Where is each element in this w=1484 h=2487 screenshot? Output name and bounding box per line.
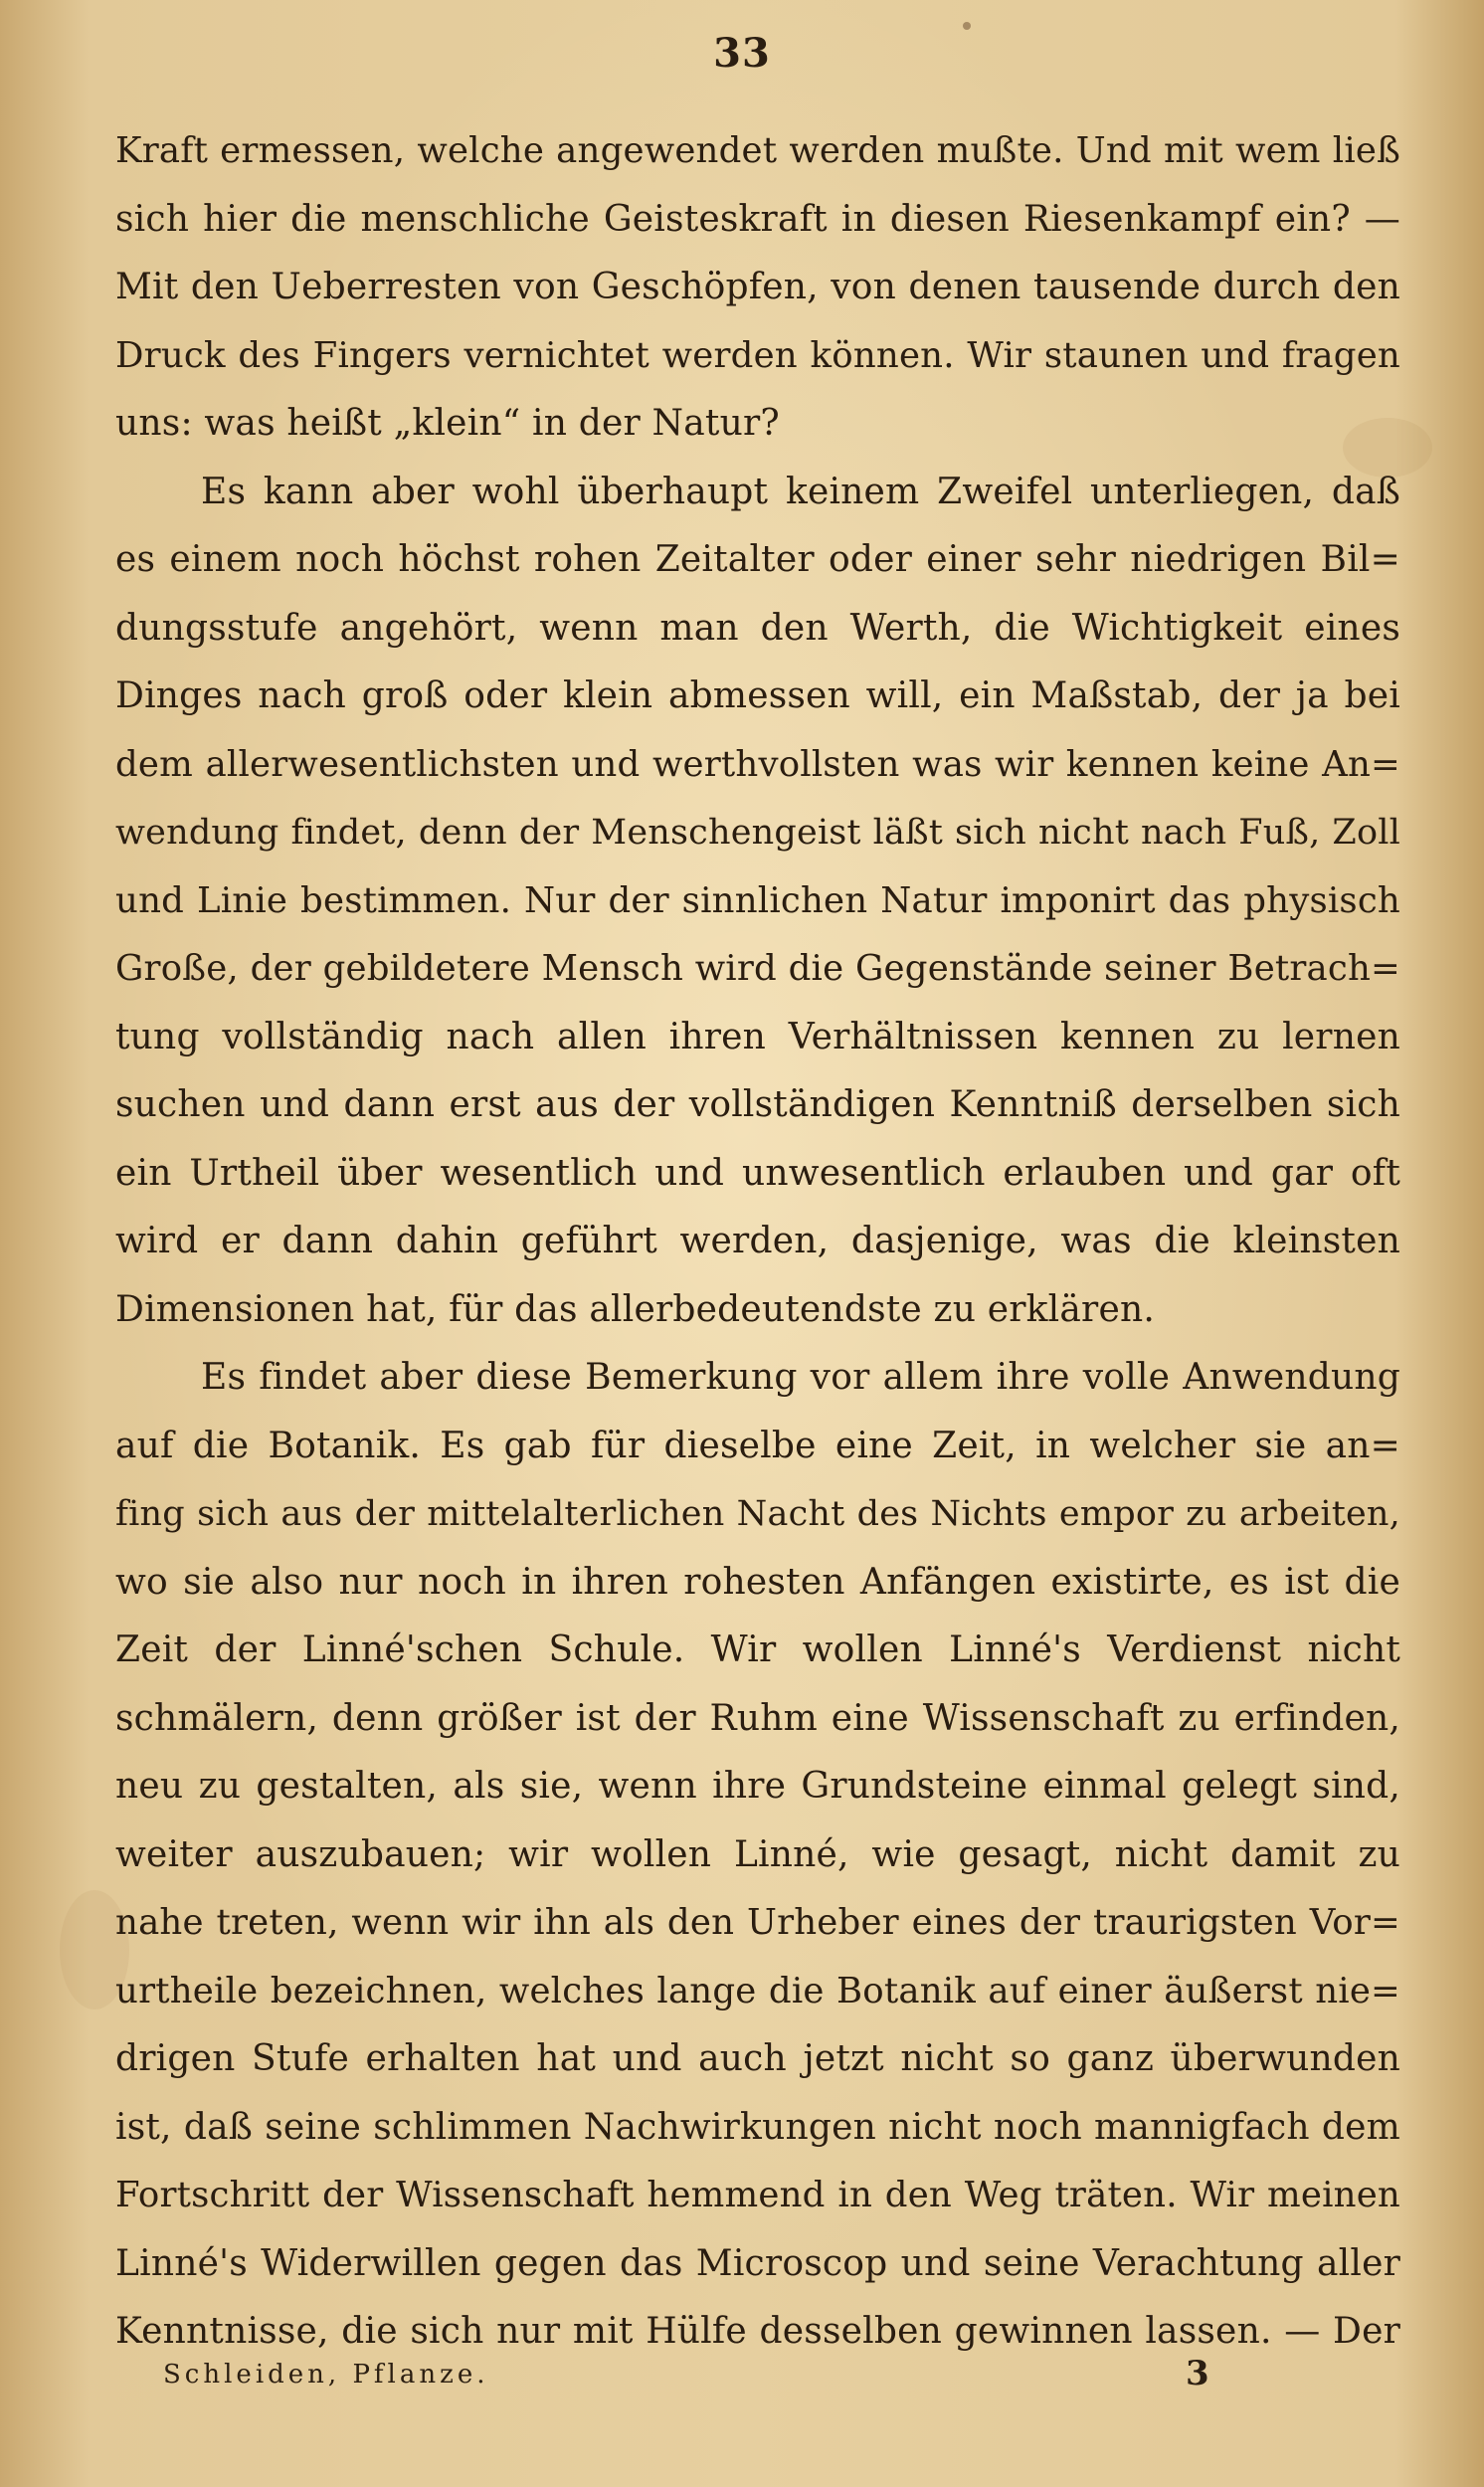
text-line: dem allerwesentlichsten und werthvollsten was wir kennen keine An= xyxy=(115,743,1400,785)
text-line: es einem noch höchst rohen Zeitalter oder einer sehr niedrigen Bil= xyxy=(115,539,1400,580)
text-line: Kraft ermessen, welche angewendet werden mußte. Und mit wem ließ xyxy=(115,130,1400,171)
body-text xyxy=(115,117,1400,2367)
text-line: Dimensionen hat, für das allerbedeutendste zu erklären. xyxy=(115,1288,1155,1330)
text-line: auf die Botanik. Es gab für dieselbe eine Zeit, in welcher sie an= xyxy=(115,1425,1400,1466)
text-line: neu zu gestalten, als sie, wenn ihre Grundsteine einmal gelegt sind, xyxy=(115,1766,1400,1807)
text-line: ist, daß seine schlimmen Nachwirkungen nicht noch mannigfach dem xyxy=(115,2106,1400,2148)
text-line: schmälern, denn größer ist der Ruhm eine Wissenschaft zu erfinden, xyxy=(115,1697,1400,1739)
text-line: Dinges nach groß oder klein abmessen will, ein Maßstab, der ja bei xyxy=(115,675,1400,716)
text-line: Linné's Widerwillen gegen das Microscop und seine Verachtung aller xyxy=(115,2242,1400,2284)
text-line: wird er dann dahin geführt werden, dasjenige, was die kleinsten xyxy=(115,1221,1400,1261)
text-line: und Linie bestimmen. Nur der sinnlichen Natur imponirt das physisch xyxy=(115,879,1400,921)
text-line: ein Urtheil über wesentlich und unwesentlich erlauben und gar oft xyxy=(115,1152,1400,1194)
text-line: wendung findet, denn der Menschengeist läßt sich nicht nach Fuß, Zoll xyxy=(115,813,1400,853)
page-number: 33 xyxy=(713,30,771,77)
text-line: dungsstufe angehört, wenn man den Werth, die Wichtigkeit eines xyxy=(115,607,1400,649)
text-line: nahe treten, wenn wir ihn als den Urheber eines der traurigsten Vor= xyxy=(115,1902,1400,1943)
text-line: Große, der gebildetere Mensch wird die Gegenstände seiner Betrach= xyxy=(115,948,1400,989)
text-line: sich hier die menschliche Geisteskraft in diesen Riesenkampf ein? — xyxy=(115,198,1400,240)
sheet-number: 3 xyxy=(1186,2354,1209,2393)
text-line: drigen Stufe erhalten hat und auch jetzt nicht so ganz überwunden xyxy=(115,2038,1400,2079)
text-line: Mit den Ueberresten von Geschöpfen, von denen tausende durch den xyxy=(115,267,1400,307)
text-line: weiter auszubauen; wir wollen Linné, wie gesagt, nicht damit zu xyxy=(115,1833,1400,1875)
text-line: fing sich aus der mittelalterlichen Nacht des Nichts empor zu arbeiten, xyxy=(115,1494,1400,1534)
text-line: Es findet aber diese Bemerkung vor allem ihre volle Anwendung xyxy=(201,1357,1400,1398)
text-line: uns: was heißt „klein“ in der Natur? xyxy=(115,403,780,444)
text-line: suchen und dann erst aus der vollständigen Kenntniß derselben sich xyxy=(115,1084,1400,1125)
text-line: urtheile bezeichnen, welches lange die Botanik auf einer äußerst nie= xyxy=(115,1970,1400,2011)
text-line: Zeit der Linné'schen Schule. Wir wollen Linné's Verdienst nicht xyxy=(115,1629,1400,1670)
text-line: tung vollständig nach allen ihren Verhältnissen kennen zu lernen xyxy=(115,1016,1400,1057)
text-line: Kenntnisse, die sich nur mit Hülfe desselben gewinnen lassen. — Der xyxy=(115,2311,1400,2352)
text-line: Es kann aber wohl überhaupt keinem Zweifel unterliegen, daß xyxy=(201,471,1400,512)
page-footer xyxy=(115,2354,1400,2409)
signature-mark: Schleiden, Pflanze. xyxy=(163,2360,489,2390)
text-line: wo sie also nur noch in ihren rohesten Anfängen existirte, es ist die xyxy=(115,1561,1400,1603)
text-line: Fortschritt der Wissenschaft hemmend in den Weg träten. Wir meinen xyxy=(115,2175,1400,2215)
text-line: Druck des Fingers vernichtet werden können. Wir staunen und fragen xyxy=(115,334,1400,376)
paper-stain xyxy=(963,22,971,30)
